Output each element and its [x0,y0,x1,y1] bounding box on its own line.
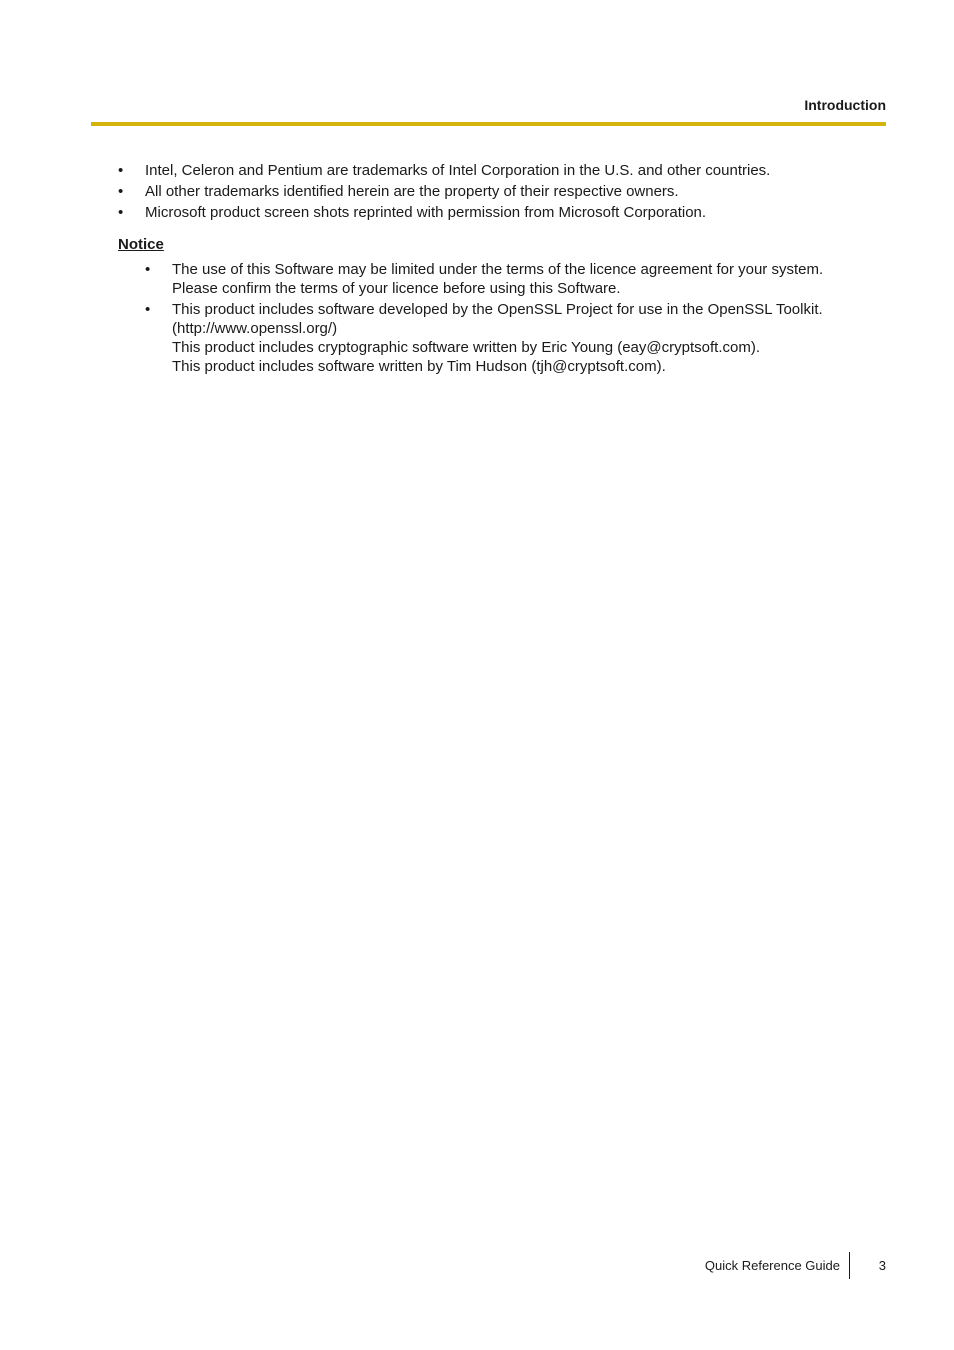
notice-heading: Notice [118,236,164,253]
notice-line: This product includes software developed by the OpenSSL Project for use in the OpenSSL Toolkit. [172,300,823,318]
bullet-icon: • [118,204,124,221]
header-rule [91,122,886,126]
list-item-text: All other trademarks identified herein are the property of their respective owners. [145,183,679,200]
list-item-text: Intel, Celeron and Pentium are trademarks of Intel Corporation in the U.S. and other countries. [145,162,771,179]
notice-line: (http://www.openssl.org/) [172,319,338,337]
footer-divider [849,1252,850,1279]
list-item [145,260,890,299]
trademark-list [118,160,888,223]
notice-line: This product includes software written by Tim Hudson (tjh@cryptsoft.com). [172,358,666,376]
list-item [145,300,890,377]
notice-line: This product includes cryptographic software written by Eric Young (eay@cryptsoft.com). [172,339,760,357]
bullet-icon: • [118,183,124,200]
bullet-icon: • [118,162,124,179]
notice-list [145,260,890,378]
footer-guide-name: Quick Reference Guide [704,1258,840,1273]
bullet-icon: • [145,300,151,318]
list-item-text: Microsoft product screen shots reprinted with permission from Microsoft Corporation. [145,204,707,221]
list-item [118,181,888,202]
list-item [118,160,888,181]
list-item [118,202,888,223]
notice-line: The use of this Software may be limited under the terms of the licence agreement for your system. [172,261,824,278]
bullet-icon: • [145,261,151,278]
page-number: 3 [878,1258,886,1273]
section-title: Introduction [804,97,886,113]
notice-line: Please confirm the terms of your licence before using this Software. [172,280,621,298]
